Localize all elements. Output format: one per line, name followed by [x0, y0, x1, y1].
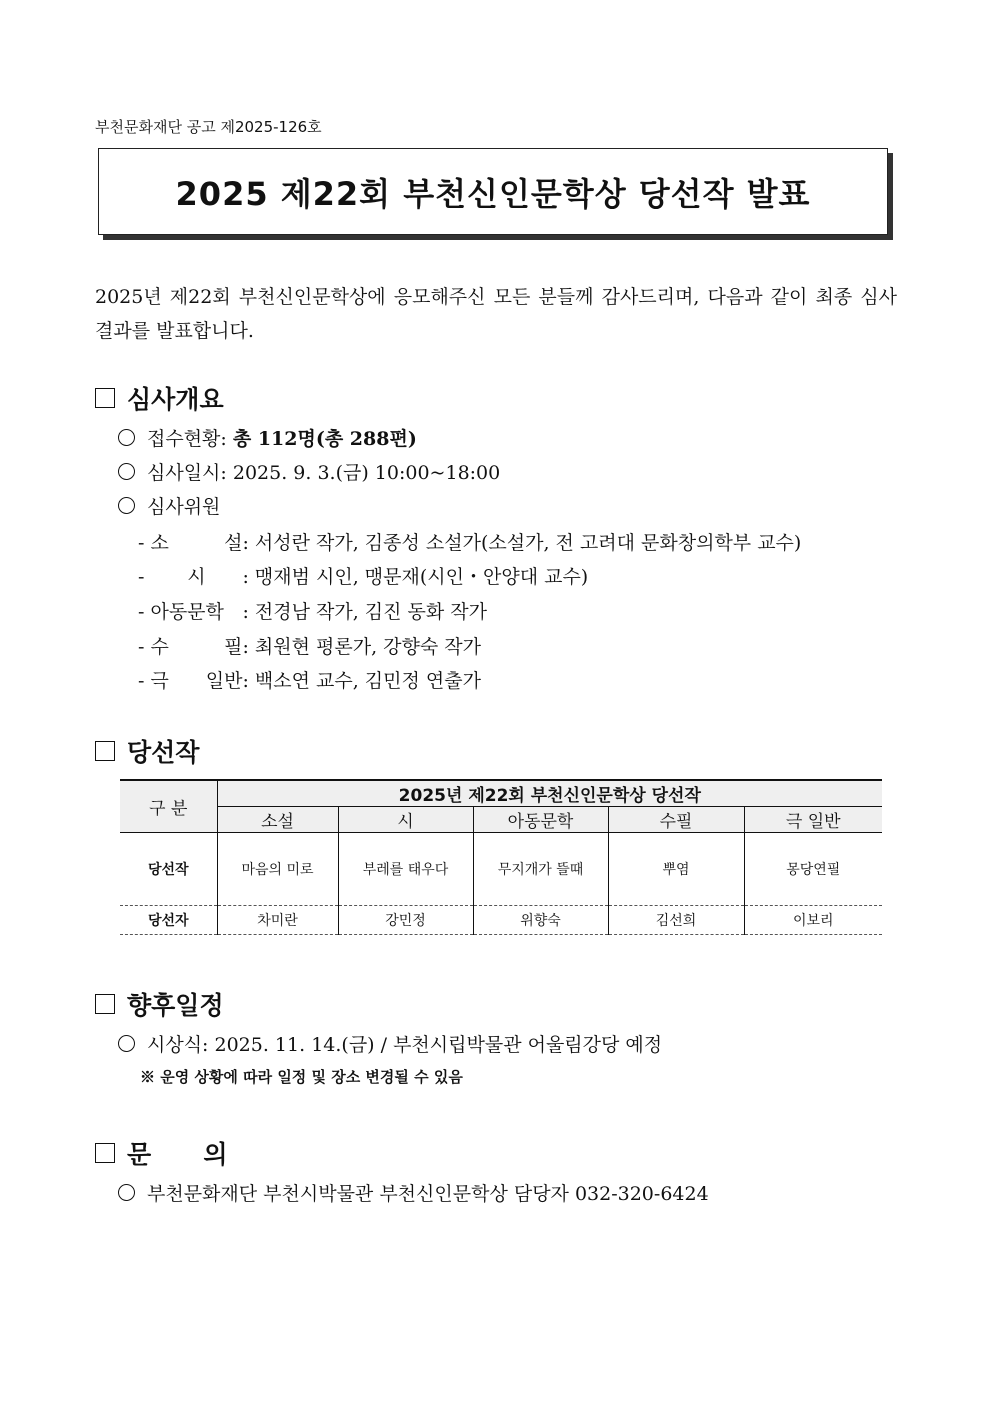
judge-names: 서성란 작가, 김종성 소설가(소설가, 전 고려대 문화창의학부 교수) [254, 532, 802, 554]
judges-line [118, 492, 220, 519]
table-row [120, 833, 882, 906]
winners-heading [95, 733, 199, 769]
category-cell: 아동문학 [473, 807, 608, 833]
work-cell: 마음의 미로 [217, 833, 338, 906]
judge-names: 백소연 교수, 김민정 연출가 [254, 670, 481, 692]
schedule-heading-text: 향후일정 [127, 991, 224, 1020]
category-cell: 소설 [217, 807, 338, 833]
reception-label: 접수현황: [147, 428, 233, 450]
author-cell: 위향숙 [473, 906, 608, 935]
category-header-row [120, 807, 882, 833]
circle-bullet-icon [118, 429, 135, 446]
title-box [98, 148, 888, 235]
ceremony-text: 시상식: 2025. 11. 14.(금) / 부천시립박물관 어울림강당 예정 [147, 1034, 663, 1056]
judges-label: 심사위원 [147, 496, 221, 518]
judge-category: 극 일반 [150, 670, 243, 692]
circle-bullet-icon [118, 463, 135, 480]
category-cell: 극 일반 [744, 807, 882, 833]
judge-item: - 시 : 맹재범 시인, 맹문재(시인・안양대 교수) [138, 562, 588, 589]
work-cell: 부레를 태우다 [338, 833, 473, 906]
notice-number: 부천문화재단 공고 제2025-126호 [95, 118, 322, 136]
judge-item: - 아동문학 : 전경남 작가, 김진 동화 작가 [138, 597, 487, 624]
checkbox-square-icon [95, 741, 115, 761]
category-cell: 수필 [608, 807, 744, 833]
contact-detail: 부천문화재단 부천시박물관 부천신인문학상 담당자 032-320-6424 [147, 1183, 709, 1205]
overview-heading-text: 심사개요 [127, 385, 224, 414]
author-cell: 차미란 [217, 906, 338, 935]
contact-heading-text: 문 의 [127, 1140, 228, 1169]
table-title-cell: 2025년 제22회 부천신인문학상 당선작 [217, 780, 882, 807]
category-cell: 시 [338, 807, 473, 833]
judge-item: - 소 설: 서성란 작가, 김종성 소설가(소설가, 전 고려대 문화창의학부 교수) [138, 528, 801, 555]
author-cell: 김선희 [608, 906, 744, 935]
winners-heading-text: 당선작 [127, 738, 200, 767]
work-cell: 몽당연필 [744, 833, 882, 906]
reception-line [118, 424, 417, 451]
judging-date-line [118, 458, 500, 485]
schedule-note: ※ 운영 상황에 따라 일정 및 장소 변경될 수 있음 [140, 1068, 463, 1086]
table-header-row [120, 780, 882, 807]
ceremony-line [118, 1030, 662, 1057]
judge-names: 최원현 평론가, 강향숙 작가 [254, 636, 481, 658]
judge-category: 소 설 [150, 532, 243, 554]
circle-bullet-icon [118, 497, 135, 514]
row-label: 당선작 [120, 833, 217, 906]
judge-item: - 극 일반: 백소연 교수, 김민정 연출가 [138, 666, 481, 693]
judging-date: 심사일시: 2025. 9. 3.(금) 10:00~18:00 [147, 462, 501, 484]
author-cell: 이보리 [744, 906, 882, 935]
judge-names: 전경남 작가, 김진 동화 작가 [254, 601, 488, 623]
checkbox-square-icon [95, 1143, 115, 1163]
overview-heading [95, 380, 224, 416]
table-row [120, 906, 882, 935]
contact-line [118, 1179, 709, 1206]
circle-bullet-icon [118, 1184, 135, 1201]
circle-bullet-icon [118, 1035, 135, 1052]
work-cell: 무지개가 뜰때 [473, 833, 608, 906]
judge-category: 아동문학 [150, 601, 224, 623]
corner-cell: 구 분 [120, 780, 217, 833]
judge-category: 시 [187, 566, 206, 588]
contact-heading [95, 1135, 228, 1171]
author-cell: 강민정 [338, 906, 473, 935]
judge-item: - 수 필: 최원현 평론가, 강향숙 작가 [138, 632, 481, 659]
checkbox-square-icon [95, 388, 115, 408]
judge-category: 수 필 [150, 636, 243, 658]
schedule-heading [95, 986, 224, 1022]
row-label: 당선자 [120, 906, 217, 935]
judge-names: 맹재범 시인, 맹문재(시인・안양대 교수) [254, 566, 589, 588]
checkbox-square-icon [95, 994, 115, 1014]
work-cell: 뿌염 [608, 833, 744, 906]
winners-table [120, 779, 882, 935]
page-title: 2025 제22회 부천신인문학상 당선작 발표 [175, 174, 811, 213]
reception-value: 총 112명(총 288편) [232, 428, 417, 450]
intro-paragraph: 2025년 제22회 부천신인문학상에 응모해주신 모든 분들께 감사드리며, 다음과 같이 최종 심사 결과를 발표합니다. [95, 286, 897, 342]
